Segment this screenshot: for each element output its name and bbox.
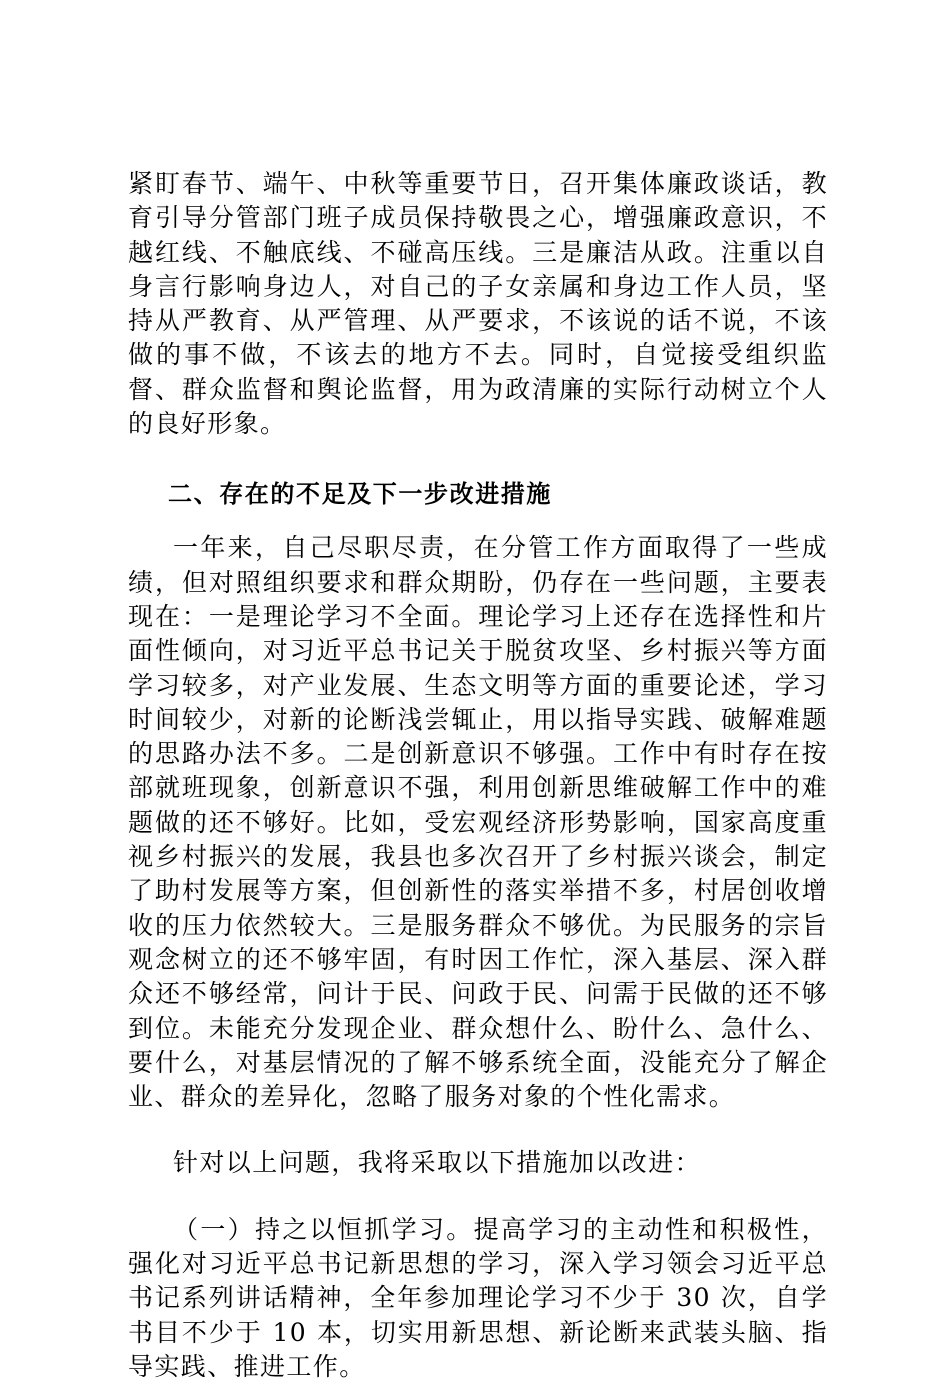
paragraph-measures-intro: 针对以上问题，我将采取以下措施加以改进： xyxy=(173,1148,702,1178)
section-heading-shortcomings: 二、存在的不足及下一步改进措施 xyxy=(168,480,552,509)
document-body xyxy=(128,167,828,1384)
paragraph-measure-one: （一）持之以恒抓学习。提高学习的主动性和积极性，强化对习近平总书记新思想的学习，深入学习领会习近平总书记系列讲话精神，全年参加理论学习不少于 30 次，自学书目不少于 10 本，切实用新思想、新论断来武装头脑、指导实践、推进工作。 xyxy=(128,1214,828,1381)
paragraph-integrity-continuation: 紧盯春节、端午、中秋等重要节日，召开集体廉政谈话，教育引导分管部门班子成员保持敬畏之心，增强廉政意识，不越红线、不触底线、不碰高压线。三是廉洁从政。注重以自身言行影响身边人，对自己的子女亲属和身边工作人员，坚持从严教育、从严管理、从严要求，不该说的话不说，不该做的事不做，不该去的地方不去。同时，自觉接受组织监督、群众监督和舆论监督，用为政清廉的实际行动树立个人的良好形象。 xyxy=(128,169,828,439)
paragraph-problems: 一年来，自己尽职尽责，在分管工作方面取得了一些成绩，但对照组织要求和群众期盼，仍存在一些问题，主要表现在：一是理论学习不全面。理论学习上还存在选择性和片面性倾向，对习近平总书记关于脱贫攻坚、乡村振兴等方面学习较多，对产业发展、生态文明等方面的重要论述，学习时间较少，对新的论断浅尝辄止，用以指导实践、破解难题的思路办法不多。二是创新意识不够强。工作中有时存在按部就班现象，创新意识不强，利用创新思维破解工作中的难题做的还不够好。比如，受宏观经济形势影响，国家高度重视乡村振兴的发展，我县也多次召开了乡村振兴谈会，制定了助村发展等方案，但创新性的落实举措不多，村居创收增收的压力依然较大。三是服务群众不够优。为民服务的宗旨观念树立的还不够牢固，有时因工作忙，深入基层、深入群众还不够经常，问计于民、问政于民、问需于民做的还不够到位。未能充分发现企业、群众想什么、盼什么、急什么、要什么，对基层情况的了解不够系统全面，没能充分了解企业、群众的差异化，忽略了服务对象的个性化需求。 xyxy=(128,533,828,1112)
